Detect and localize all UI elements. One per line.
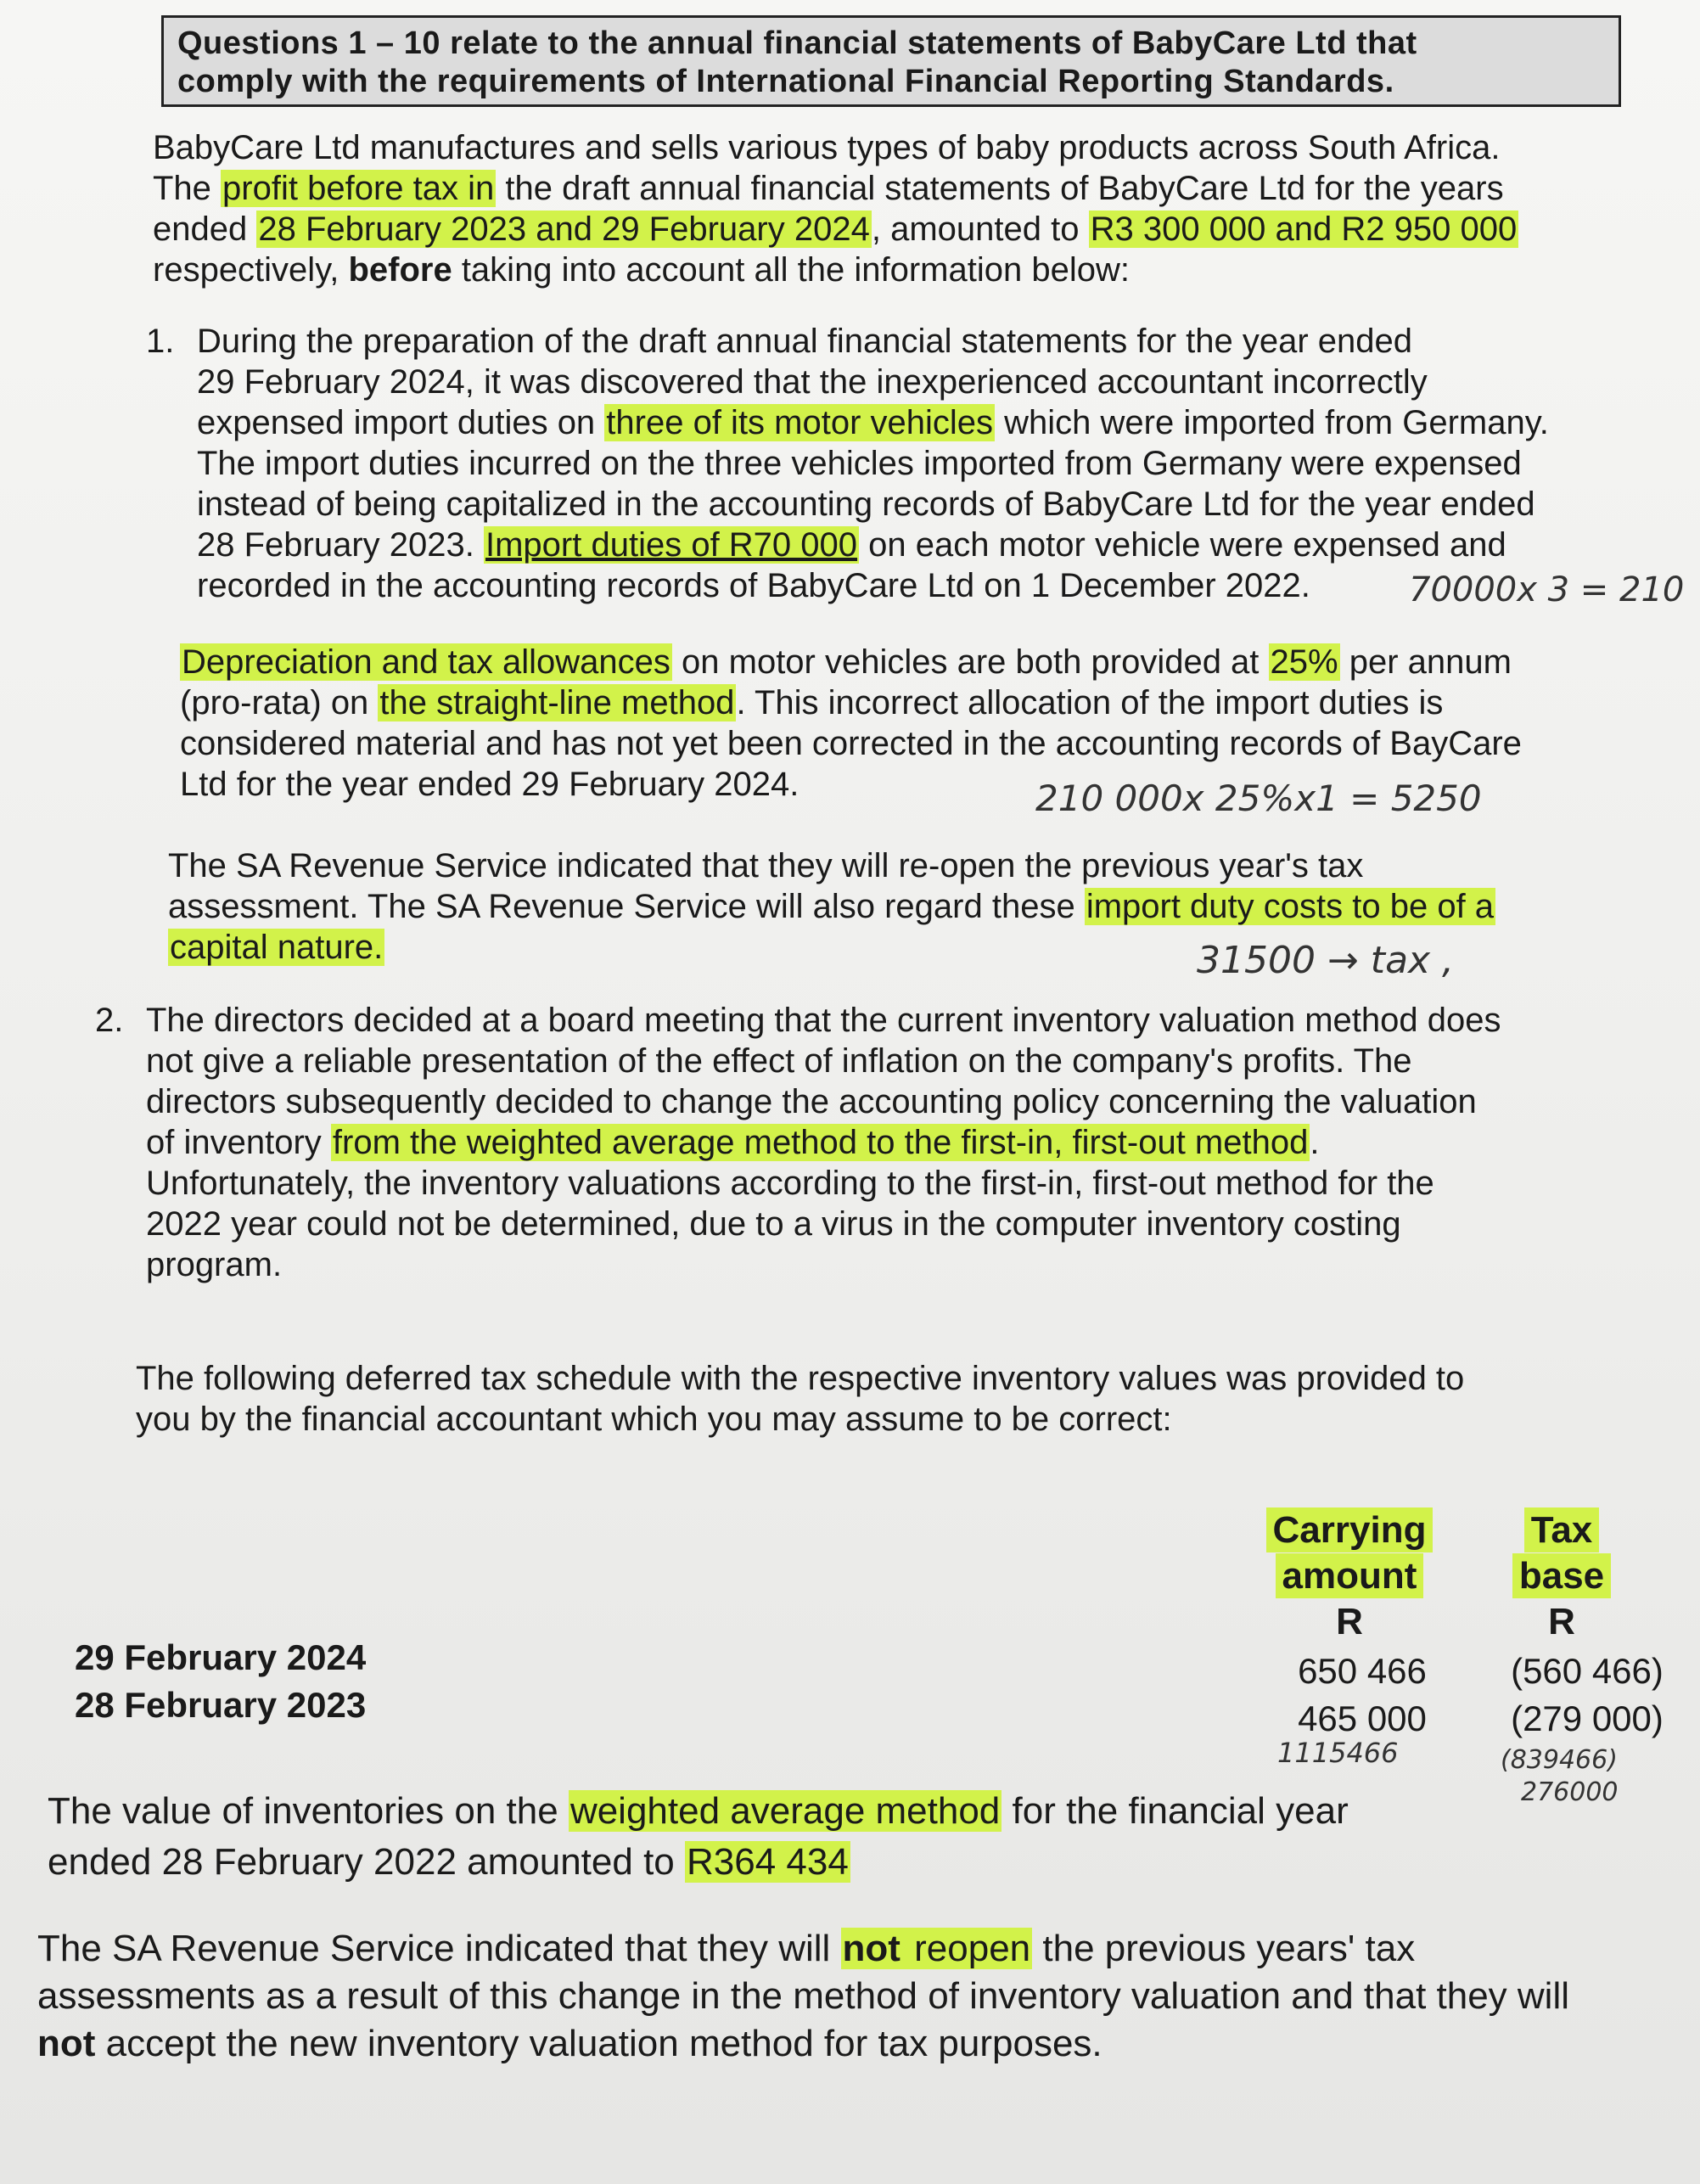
- carrying-amount-value: 465 000: [1298, 1698, 1427, 1738]
- highlight: three of its motor vehicles: [606, 404, 994, 441]
- highlight: Depreciation and tax allowances: [182, 643, 670, 681]
- item-2-number: 2.: [95, 1002, 124, 1039]
- intro-line-4: respectively, before taking into account all the information below:: [153, 251, 1130, 289]
- item-1-number: 1.: [146, 323, 175, 360]
- schedule-intro-line: you by the financial accountant which you may assume to be correct:: [136, 1401, 1172, 1438]
- item-2-line: program.: [146, 1246, 283, 1283]
- handwritten-note: 70000x 3 = 210: [1409, 570, 1685, 609]
- item-2-line: The directors decided at a board meeting that the current inventory valuation method does: [146, 1002, 1501, 1039]
- item-1-line: The import duties incurred on the three vehicles imported from Germany were expensed: [197, 445, 1522, 482]
- carrying-amount-header: Carrying amount R: [1239, 1507, 1460, 1645]
- highlight: R364 434: [687, 1841, 849, 1883]
- item-1-line: 28 February 2023. Import duties of R70 000 on each motor vehicle were expensed and: [197, 526, 1506, 564]
- item-1-line: During the preparation of the draft annual financial statements for the year ended: [197, 323, 1413, 360]
- highlight: capital nature.: [170, 929, 384, 966]
- handwritten-sum: (839466): [1501, 1745, 1618, 1775]
- item-1-line: expensed import duties on three of its motor vehicles which were imported from Germany.: [197, 404, 1549, 441]
- header-line-1: Questions 1 – 10 relate to the annual financial statements of BabyCare Ltd that: [177, 25, 1417, 61]
- highlight: reopen: [903, 1928, 1031, 1969]
- closing-paragraph-1: [48, 1786, 1680, 1888]
- tax-base-value: (279 000): [1511, 1698, 1664, 1738]
- highlight: the straight-line method: [379, 684, 735, 721]
- closing-line: ended 28 February 2022 amounted to R364 434: [48, 1841, 849, 1883]
- handwritten-note: 31500 → tax ,: [1197, 939, 1455, 982]
- intro-paragraph: [153, 127, 1630, 290]
- item-1-line: recorded in the accounting records of BabyCare Ltd on 1 December 2022.: [197, 567, 1310, 604]
- item-1-paragraph: [197, 321, 1631, 606]
- tax-base-value: (560 466): [1511, 1651, 1664, 1691]
- schedule-intro-line: The following deferred tax schedule with the respective inventory values was provided to: [136, 1360, 1465, 1397]
- table-row-label: 28 February 2023: [75, 1685, 367, 1725]
- closing-line: not accept the new inventory valuation method for tax purposes.: [37, 2023, 1102, 2064]
- closing-paragraph-2: [37, 1925, 1687, 2068]
- schedule-intro: [136, 1358, 1664, 1440]
- intro-line-3: ended 28 February 2023 and 29 February 2024, amounted to R3 300 000 and R2 950 000: [153, 211, 1518, 248]
- highlight: 28 February 2023 and 29 February 2024: [258, 211, 870, 248]
- highlight: 25%: [1270, 643, 1338, 681]
- dep-line: Depreciation and tax allowances on motor vehicles are both provided at 25% per annum: [182, 643, 1512, 681]
- handwritten-note: 210 000x 25%x1 = 5250: [1035, 778, 1482, 819]
- item-2-line: Unfortunately, the inventory valuations according to the first-in, first-out method for the: [146, 1165, 1434, 1202]
- table-row-label: 29 February 2024: [75, 1637, 367, 1677]
- dep-line: Ltd for the year ended 29 February 2024.: [180, 766, 800, 803]
- intro-line-2: The profit before tax in the draft annual financial statements of BabyCare Ltd for the years: [153, 170, 1504, 207]
- item-2-line: of inventory from the weighted average method to the first-in, first-out method.: [146, 1124, 1320, 1161]
- highlight: profit before tax in: [222, 170, 495, 207]
- dep-line: (pro-rata) on the straight-line method. This incorrect allocation of the import duties is: [180, 684, 1444, 721]
- item-2-line: directors subsequently decided to change the accounting policy concerning the valuation: [146, 1083, 1477, 1120]
- item-1-line: instead of being capitalized in the accounting records of BabyCare Ltd for the year ended: [197, 486, 1535, 523]
- highlight: R3 300 000 and R2 950 000: [1090, 211, 1518, 248]
- handwritten-sum: 276000: [1521, 1777, 1619, 1807]
- carrying-amount-value: 650 466: [1298, 1651, 1427, 1691]
- sars-line: The SA Revenue Service indicated that they will re-open the previous year's tax: [168, 847, 1364, 884]
- handwritten-sum: 1115466: [1277, 1737, 1399, 1769]
- tax-base-header: Tax base R: [1494, 1507, 1630, 1645]
- closing-line: The value of inventories on the weighted average method for the financial year: [48, 1790, 1349, 1832]
- item-1-line: 29 February 2024, it was discovered that the inexperienced accountant incorrectly: [197, 363, 1428, 401]
- highlight: not: [842, 1928, 900, 1969]
- header-line-2: comply with the requirements of International Financial Reporting Standards.: [177, 64, 1394, 99]
- item-2-paragraph: [146, 1000, 1657, 1285]
- highlight: import duty costs to be of a: [1086, 888, 1495, 925]
- closing-line: The SA Revenue Service indicated that they will not reopen the previous years' tax: [37, 1928, 1416, 1969]
- closing-line: assessments as a result of this change in the method of inventory valuation and that they will: [37, 1975, 1570, 2017]
- highlight: from the weighted average method to the first-in, first-out method: [332, 1124, 1309, 1161]
- item-2-line: 2022 year could not be determined, due to a virus in the computer inventory costing: [146, 1205, 1401, 1243]
- questions-header: [161, 15, 1621, 107]
- sars-line: assessment. The SA Revenue Service will also regard these import duty costs to be of a: [168, 888, 1495, 925]
- item-2-line: not give a reliable presentation of the effect of inflation on the company's profits. The: [146, 1042, 1412, 1080]
- dep-line: considered material and has not yet been corrected in the accounting records of BayCare: [180, 725, 1522, 762]
- intro-line-1: BabyCare Ltd manufactures and sells various types of baby products across South Africa.: [153, 129, 1501, 166]
- highlight: weighted average method: [569, 1790, 1001, 1832]
- highlight: Import duties of R70 000: [485, 526, 858, 564]
